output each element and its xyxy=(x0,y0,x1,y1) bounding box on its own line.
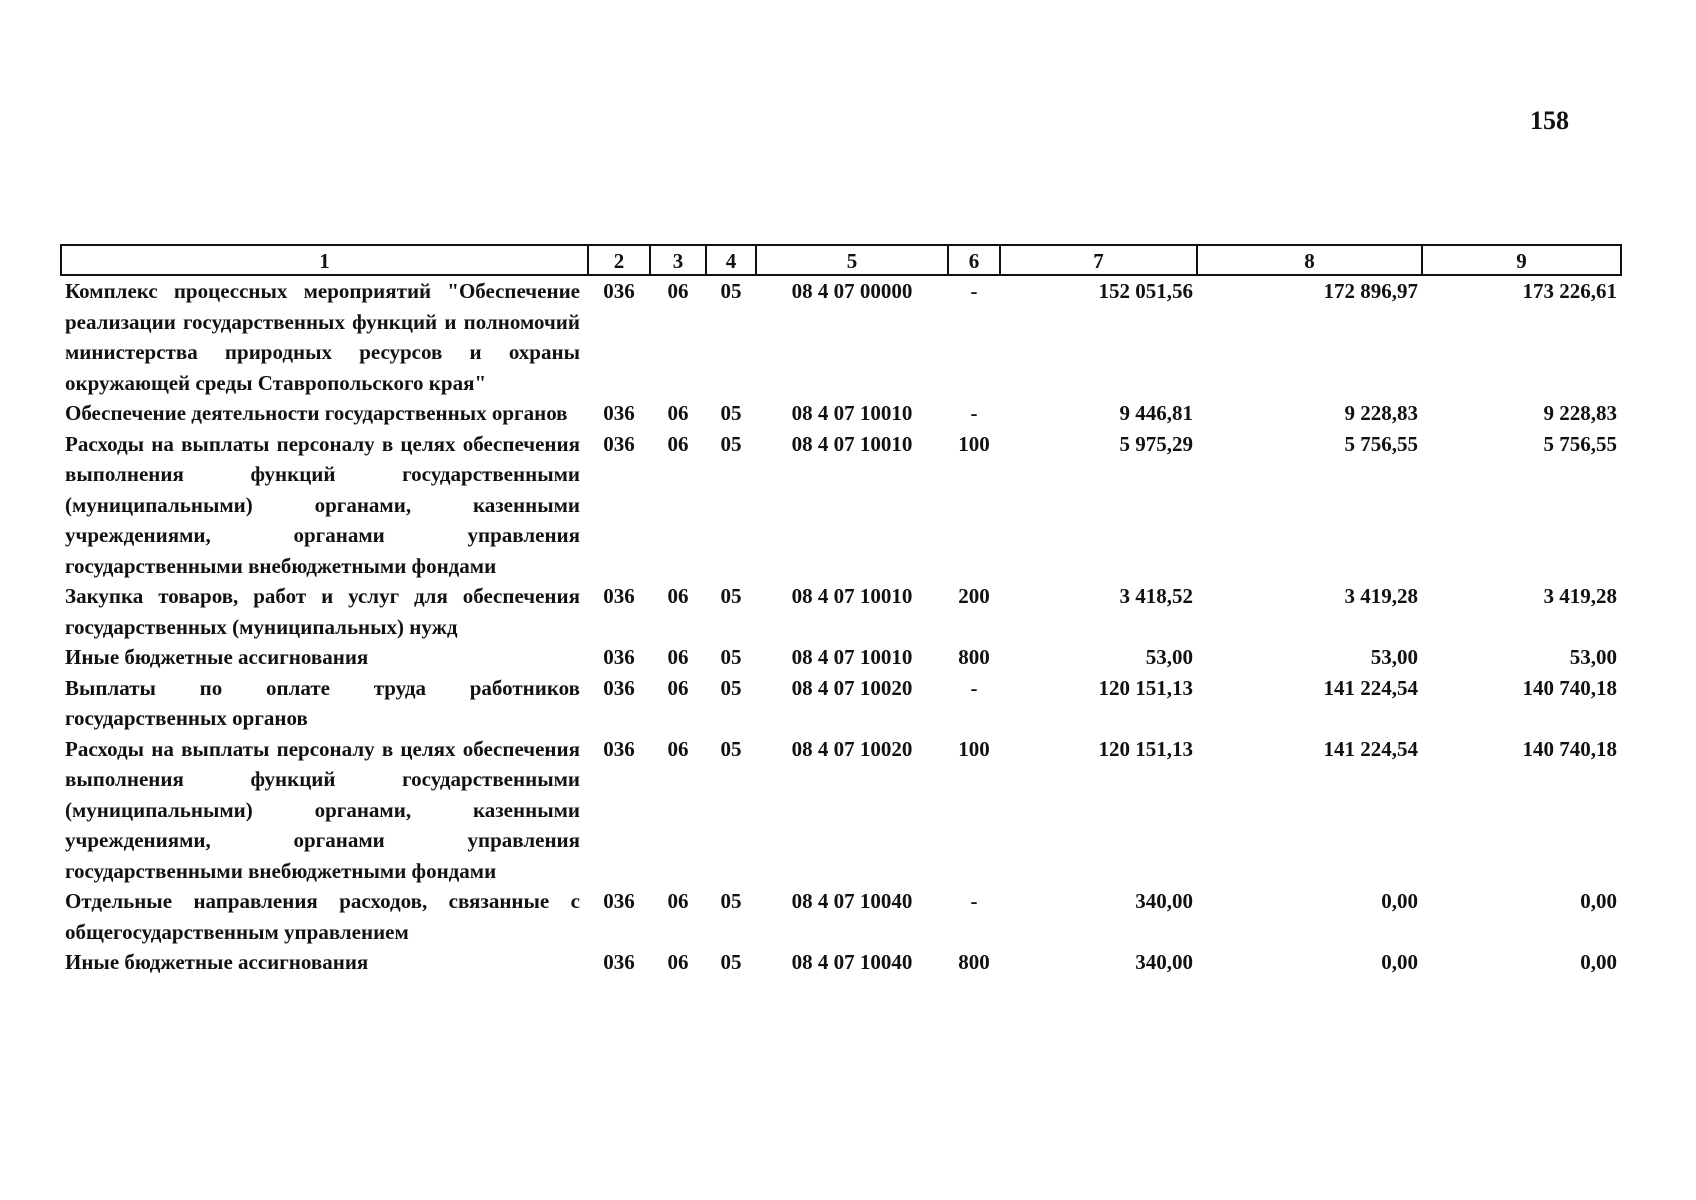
cell-col-8: 3 419,28 xyxy=(1344,584,1418,608)
cell-col-5: 08 4 07 10010 xyxy=(791,431,913,456)
cell-col-2: 036 xyxy=(603,584,635,608)
table-body xyxy=(61,275,1621,978)
cell-col-2: 036 xyxy=(603,675,635,700)
row-description: Комплекс процессных мероприятий "Обеспечение реализации государственных функций и полномочий министерства природных ресурсов и охраны окружающей среды Ставропольского края" xyxy=(65,279,580,395)
cell-col-8: 9 228,83 xyxy=(1344,401,1418,425)
cell-col-6: - xyxy=(970,279,978,303)
cell-col-3: 06 xyxy=(667,645,689,669)
cell-col-9: 140 740,18 xyxy=(1522,675,1617,700)
cell-col-4: 05 xyxy=(720,401,742,425)
header-col-3: 3 xyxy=(650,245,706,275)
cell-col-6: - xyxy=(970,401,978,425)
cell-col-4: 05 xyxy=(720,889,742,913)
cell-col-2: 036 xyxy=(603,431,635,456)
cell-col-4: 05 xyxy=(720,584,742,608)
header-row xyxy=(61,245,1621,275)
cell-col-9: 5 756,55 xyxy=(1543,431,1617,456)
cell-col-8: 53,00 xyxy=(1370,645,1418,669)
header-col-2: 2 xyxy=(588,245,650,275)
row-description: Отдельные направления расходов, связанные с общегосударственным управлением xyxy=(65,889,580,944)
cell-col-3: 06 xyxy=(667,950,689,974)
cell-col-6: 800 xyxy=(958,950,990,974)
row-description: Расходы на выплаты персоналу в целях обеспечения выполнения функций государственными (муниципальными) органами, казенными учреждениями, органами управления государственными внебюджетными фондами xyxy=(65,431,580,578)
cell-col-6: 100 xyxy=(958,431,990,456)
table-row xyxy=(61,275,1621,398)
cell-col-4: 05 xyxy=(720,950,742,974)
cell-col-7: 120 151,13 xyxy=(1098,675,1193,700)
row-description: Закупка товаров, работ и услуг для обеспечения государственных (муниципальных) нужд xyxy=(65,584,580,639)
cell-col-2: 036 xyxy=(603,279,635,303)
cell-col-3: 06 xyxy=(667,736,689,761)
row-description: Расходы на выплаты персоналу в целях обеспечения выполнения функций государственными (муниципальными) органами, казенными учреждениями, органами управления государственными внебюджетными фондами xyxy=(65,736,580,883)
cell-col-4: 05 xyxy=(720,431,742,456)
cell-col-5: 08 4 07 10010 xyxy=(791,401,913,425)
table-row xyxy=(61,886,1621,947)
cell-col-7: 120 151,13 xyxy=(1098,736,1193,761)
cell-col-2: 036 xyxy=(603,645,635,669)
table-row xyxy=(61,734,1621,887)
cell-col-7: 340,00 xyxy=(1135,889,1193,913)
cell-col-3: 06 xyxy=(667,401,689,425)
cell-col-2: 036 xyxy=(603,950,635,974)
cell-col-4: 05 xyxy=(720,736,742,761)
cell-col-9: 0,00 xyxy=(1580,889,1617,913)
row-description: Обеспечение деятельности государственных органов xyxy=(65,401,568,425)
table-row xyxy=(61,429,1621,582)
cell-col-6: 200 xyxy=(958,584,990,608)
row-description: Иные бюджетные ассигнования xyxy=(65,645,369,669)
cell-col-3: 06 xyxy=(667,431,689,456)
table-row xyxy=(61,947,1621,978)
header-col-4: 4 xyxy=(706,245,756,275)
cell-col-5: 08 4 07 10040 xyxy=(791,950,913,974)
cell-col-3: 06 xyxy=(667,279,689,303)
budget-table xyxy=(60,244,1622,978)
table-row xyxy=(61,673,1621,734)
cell-col-5: 08 4 07 10020 xyxy=(791,675,913,700)
cell-col-3: 06 xyxy=(667,675,689,700)
cell-col-8: 141 224,54 xyxy=(1323,675,1418,700)
table-row xyxy=(61,581,1621,642)
cell-col-7: 340,00 xyxy=(1135,950,1193,974)
cell-col-2: 036 xyxy=(603,736,635,761)
header-col-6: 6 xyxy=(948,245,1000,275)
cell-col-7: 152 051,56 xyxy=(1098,279,1193,303)
cell-col-2: 036 xyxy=(603,889,635,913)
table-row xyxy=(61,642,1621,673)
cell-col-8: 5 756,55 xyxy=(1344,431,1418,456)
cell-col-3: 06 xyxy=(667,889,689,913)
cell-col-5: 08 4 07 10040 xyxy=(791,889,913,913)
row-description: Иные бюджетные ассигнования xyxy=(65,950,369,974)
cell-col-7: 5 975,29 xyxy=(1119,431,1193,456)
cell-col-4: 05 xyxy=(720,675,742,700)
cell-col-4: 05 xyxy=(720,279,742,303)
cell-col-6: 800 xyxy=(958,645,990,669)
cell-col-8: 172 896,97 xyxy=(1323,279,1418,303)
cell-col-2: 036 xyxy=(603,401,635,425)
cell-col-9: 3 419,28 xyxy=(1543,584,1617,608)
cell-col-9: 53,00 xyxy=(1569,645,1617,669)
cell-col-3: 06 xyxy=(667,584,689,608)
cell-col-9: 9 228,83 xyxy=(1543,401,1617,425)
cell-col-8: 0,00 xyxy=(1381,889,1418,913)
header-col-1: 1 xyxy=(61,245,588,275)
page-number: 158 xyxy=(1530,106,1569,135)
cell-col-5: 08 4 07 10010 xyxy=(791,645,913,669)
cell-col-4: 05 xyxy=(720,645,742,669)
header-col-5: 5 xyxy=(756,245,948,275)
cell-col-7: 3 418,52 xyxy=(1119,584,1193,608)
cell-col-9: 0,00 xyxy=(1580,950,1617,974)
cell-col-6: 100 xyxy=(958,736,990,761)
cell-col-8: 0,00 xyxy=(1381,950,1418,974)
cell-col-5: 08 4 07 10010 xyxy=(791,584,913,608)
cell-col-7: 9 446,81 xyxy=(1119,401,1193,425)
row-description: Выплаты по оплате труда работников государственных органов xyxy=(65,675,580,730)
cell-col-5: 08 4 07 00000 xyxy=(791,279,913,303)
header-col-9: 9 xyxy=(1422,245,1621,275)
cell-col-8: 141 224,54 xyxy=(1323,736,1418,761)
cell-col-6: - xyxy=(970,675,978,700)
cell-col-9: 173 226,61 xyxy=(1522,279,1617,303)
cell-col-5: 08 4 07 10020 xyxy=(791,736,913,761)
header-col-7: 7 xyxy=(1000,245,1197,275)
cell-col-7: 53,00 xyxy=(1145,645,1193,669)
table-row xyxy=(61,398,1621,429)
cell-col-6: - xyxy=(970,889,978,913)
header-col-8: 8 xyxy=(1197,245,1422,275)
cell-col-9: 140 740,18 xyxy=(1522,736,1617,761)
